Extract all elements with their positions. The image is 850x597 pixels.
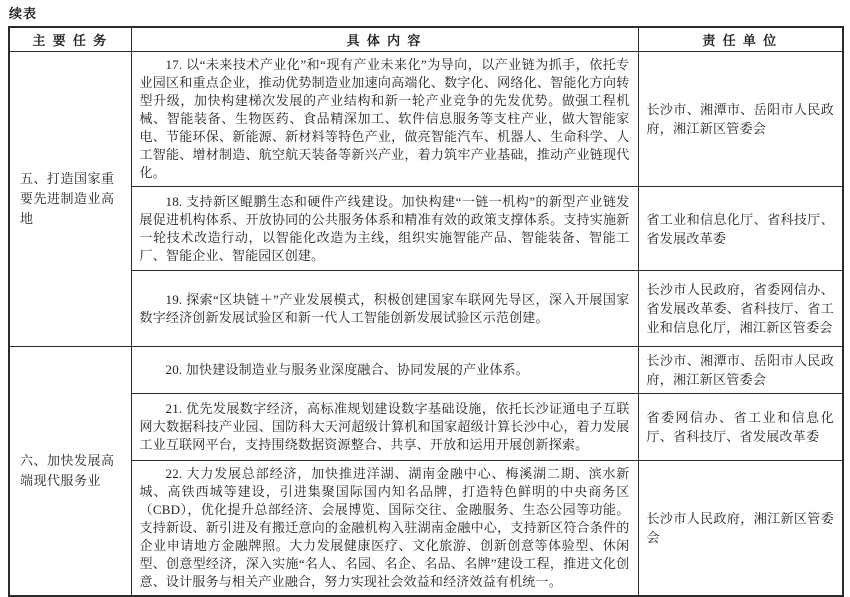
responsible-item-22: 长沙市人民政府，湘江新区管委会 <box>638 461 843 597</box>
task-group-5-label: 五、打造国家重要先进制造业高地 <box>9 52 131 347</box>
table-row <box>9 52 843 187</box>
content-item-17: 17. 以“未来技术产业化”和“现有产业未来化”为导向，以产业链为抓手，依托专业园区和重点企业，推动优势制造业加速向高端化、数字化、网络化、智能化方向转型升级，加快构建梯次发展的产业结构和新一轮产业竞争的先发优势。做强工程机械、智能装备、生物医药、食品精深加工、软件信息服务等支柱产业，做大智能家电、节能环保、新能源、新材料等特色产业，做亮智能汽车、机器人、生命科学、人工智能、增材制造、航空航天装备等新兴产业，着力筑牢产业基础，推动产业链现代化。 <box>131 52 638 187</box>
table-header-row <box>9 27 843 52</box>
table-continuation-caption: 续表 <box>9 6 38 21</box>
content-item-21: 21. 优先发展数字经济，高标准规划建设数字基础设施，依托长沙证通电子互联网大数据科技产业园、国防科大天河超级计算机和国家超级计算长沙中心，着力发展工业互联网平台，支持围绕数据资源整合、共享、开放和运用开展创新探索。 <box>131 394 638 461</box>
task-group-6-label: 六、加快发展高端现代服务业 <box>9 347 131 597</box>
table-row <box>9 347 843 394</box>
responsible-item-20: 长沙市、湘潭市、岳阳市人民政府，湘江新区管委会 <box>638 347 843 394</box>
content-item-18: 18. 支持新区鲲鹏生态和硬件产线建设。加快构建“一链一机构”的新型产业链发展促进机构体系、开放协同的公共服务体系和精准有效的政策支撑体系。支持实施新一轮技术改造行动，以智能化改造为主线，组织实施智能产品、智能装备、智能工厂、智能企业、智能园区创建。 <box>131 187 638 271</box>
content-item-22: 22. 大力发展总部经济，加快推进洋湖、湖南金融中心、梅溪湖二期、滨水新城、高铁西城等建设，引进集聚国际国内知名品牌，打造特色鲜明的中央商务区（CBD），优化提升总部经济、会展博览、国际交往、金融服务、生态公园等功能。支持新设、新引进及有搬迁意向的金融机构入驻湖南金融中心，支持新区符合条件的企业申请地方金融牌照。大力发展健康医疗、文化旅游、创新创意等体验型、休闲型、创意型经济，深入实施“名人、名园、名企、名品、名牌”建设工程，推进文化创意、设计服务与相关产业融合，努力实现社会效益和经济效益有机统一。 <box>131 461 638 597</box>
tasks-table <box>8 26 844 597</box>
responsible-item-21: 省委网信办、省工业和信息化厅、省科技厅、省发展改革委 <box>638 394 843 461</box>
table-header <box>9 27 843 52</box>
responsible-item-18: 省工业和信息化厅、省科技厅、省发展改革委 <box>638 187 843 271</box>
content-item-19: 19. 探索“区块链＋”产业发展模式，积极创建国家车联网先导区，深入开展国家数字经济创新发展试验区和新一代人工智能创新发展试验区示范创建。 <box>131 271 638 347</box>
header-specific-content: 具 体 内 容 <box>131 27 638 52</box>
table-row <box>9 461 843 597</box>
header-responsible-unit: 责 任 单 位 <box>638 27 843 52</box>
content-item-20: 20. 加快建设制造业与服务业深度融合、协同发展的产业体系。 <box>131 347 638 394</box>
header-main-tasks: 主 要 任 务 <box>9 27 131 52</box>
table-row <box>9 271 843 347</box>
responsible-item-17: 长沙市、湘潭市、岳阳市人民政府，湘江新区管委会 <box>638 52 843 187</box>
table-body <box>9 52 843 597</box>
table-row <box>9 187 843 271</box>
table-row <box>9 394 843 461</box>
responsible-item-19: 长沙市人民政府，省委网信办、省发展改革委、省科技厅、省工业和信息化厅，湘江新区管委会 <box>638 271 843 347</box>
